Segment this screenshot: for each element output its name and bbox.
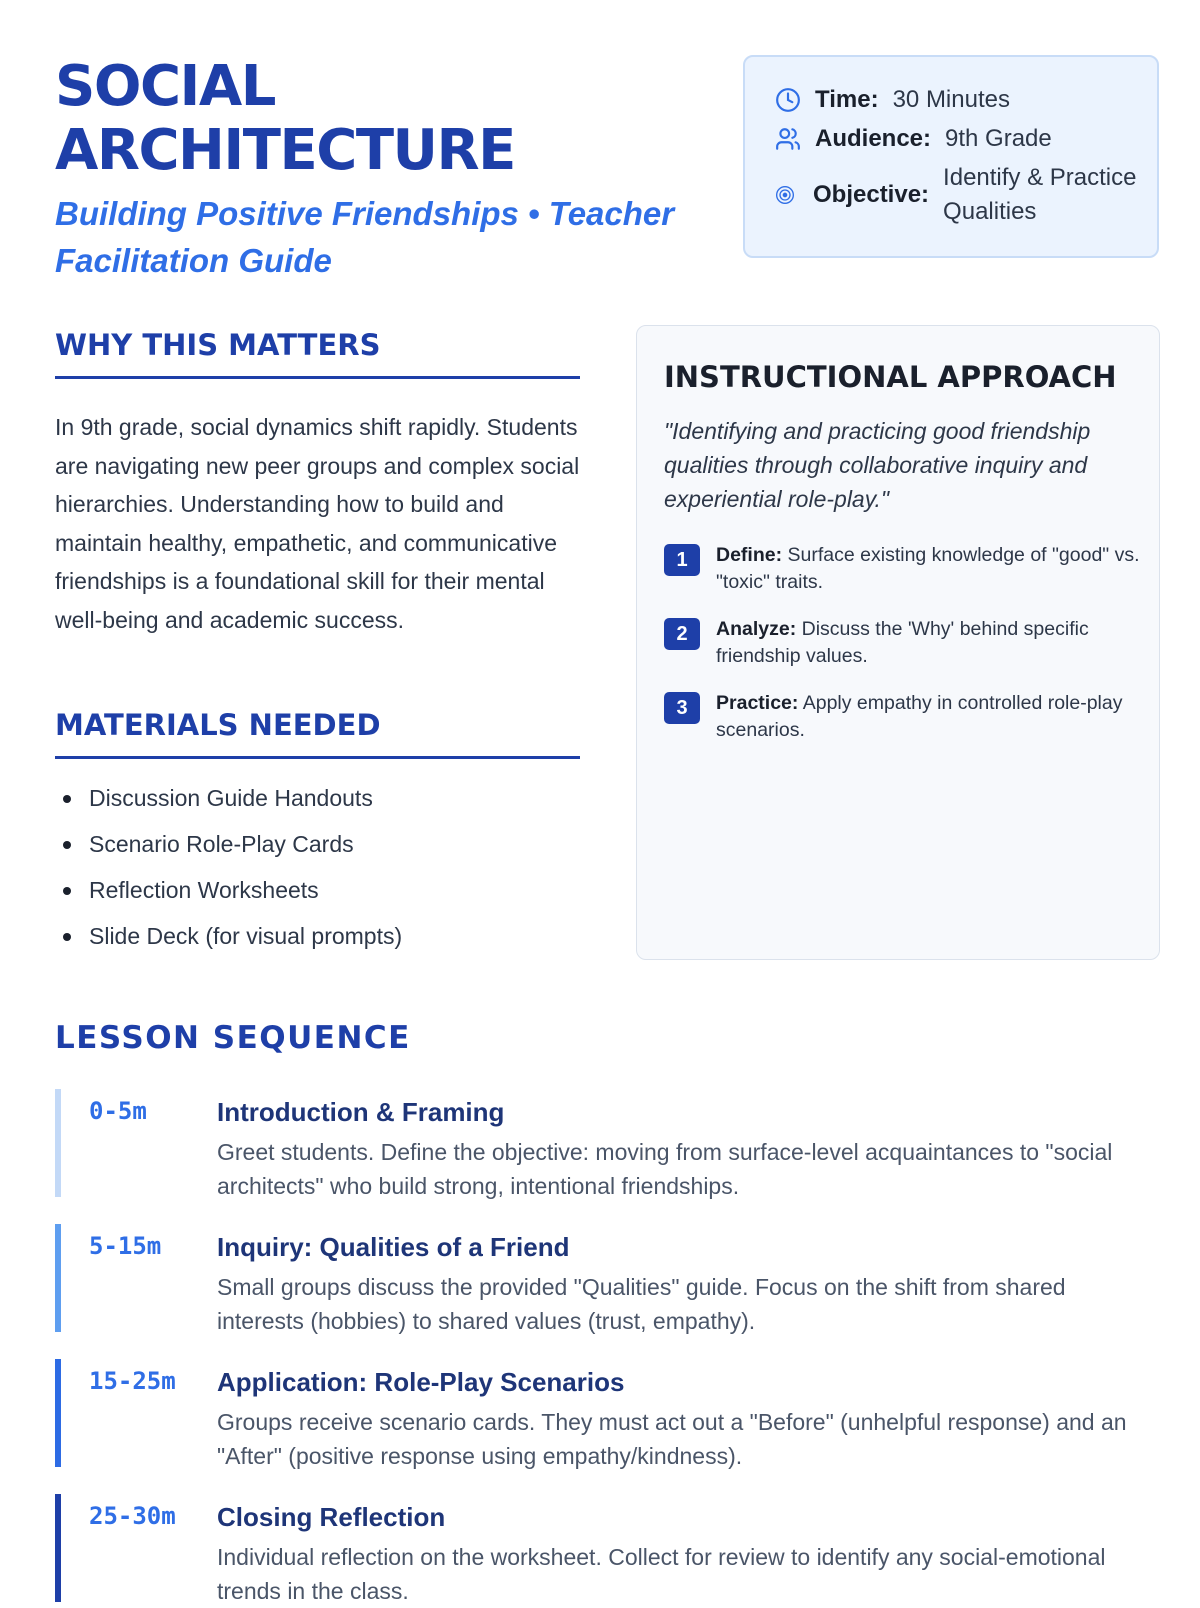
step-text — [716, 690, 1144, 744]
sequence-title: Application: Role-Play Scenarios — [217, 1367, 625, 1397]
step-label: Practice: — [716, 692, 799, 714]
lesson-meta-box — [743, 55, 1159, 258]
clock-icon — [775, 87, 801, 113]
sequence-time: 5-15m — [89, 1232, 162, 1260]
meta-audience-value: 9th Grade — [945, 125, 1052, 152]
why-matters-text: In 9th grade, social dynamics shift rapidly. Students are navigating new peer groups and complex social hierarchies. Understanding how to build and maintain healthy, empathetic, and communicative friendships is a foundational skill for their mental well-being and academic success. — [55, 414, 580, 633]
materials-heading: MATERIALS NEEDED — [55, 708, 580, 759]
sequence-item — [55, 1494, 1165, 1602]
step-label: Analyze: — [716, 618, 797, 640]
approach-heading: INSTRUCTIONAL APPROACH — [664, 360, 1117, 394]
list-item: Discussion Guide Handouts — [55, 784, 402, 830]
materials-list — [55, 784, 402, 968]
sequence-description: Greet students. Define the objective: moving from surface-level acquaintances to "social architects" who build strong, intentional friendships. — [217, 1139, 1113, 1199]
meta-time-row — [775, 83, 1010, 117]
meta-time-label: Time: — [815, 86, 879, 113]
sequence-description: Small groups discuss the provided "Qualities" guide. Focus on the shift from shared interests (hobbies) to shared values (trust, empathy). — [217, 1274, 1066, 1334]
users-icon — [775, 126, 801, 152]
meta-time-value: 30 Minutes — [892, 86, 1010, 113]
step-number-badge: 2 — [664, 618, 700, 650]
target-icon — [775, 185, 795, 205]
meta-audience-label: Audience: — [815, 125, 932, 152]
timeline-bar — [55, 1359, 61, 1467]
sequence-item — [55, 1089, 1165, 1197]
sequence-title: Closing Reflection — [217, 1502, 446, 1532]
step-label: Define: — [716, 544, 783, 566]
meta-objective-value: Identify & Practice Qualities — [943, 164, 1137, 225]
meta-objective-label: Objective: — [813, 181, 930, 208]
list-item: Scenario Role-Play Cards — [55, 830, 402, 876]
list-item: Reflection Worksheets — [55, 876, 402, 922]
step-description: Apply empathy in controlled role-play scenarios. — [716, 692, 1123, 741]
step-number-badge: 1 — [664, 544, 700, 576]
sequence-description: Individual reflection on the worksheet. Collect for review to identify any social-emotional trends in the class. — [217, 1544, 1106, 1604]
timeline-bar — [55, 1089, 61, 1197]
instructional-approach-box — [636, 325, 1160, 960]
step-description: Discuss the 'Why' behind specific friendship values. — [716, 618, 1089, 667]
sequence-time: 0-5m — [89, 1097, 147, 1125]
list-item: Slide Deck (for visual prompts) — [55, 922, 402, 968]
sequence-description: Groups receive scenario cards. They must act out a "Before" (unhelpful response) and an "After" (positive response using empathy/kindness). — [217, 1409, 1127, 1469]
step-number-badge: 3 — [664, 692, 700, 724]
sequence-item — [55, 1224, 1165, 1332]
approach-quote: "Identifying and practicing good friendship qualities through collaborative inquiry and experiential role-play." — [664, 418, 1091, 512]
step-text — [716, 616, 1144, 670]
sequence-time: 15-25m — [89, 1367, 176, 1395]
timeline-bar — [55, 1224, 61, 1332]
sequence-title: Inquiry: Qualities of a Friend — [217, 1232, 570, 1262]
page-title: SOCIAL ARCHITECTURE — [55, 54, 515, 183]
sequence-time: 25-30m — [89, 1502, 176, 1530]
timeline-bar — [55, 1494, 61, 1602]
meta-audience-row — [775, 122, 1052, 156]
step-text — [716, 542, 1144, 596]
sequence-item — [55, 1359, 1165, 1467]
meta-objective-row — [775, 161, 1143, 229]
sequence-title: Introduction & Framing — [217, 1097, 505, 1127]
page-subtitle: Building Positive Friendships • Teacher Facilitation Guide — [55, 195, 675, 279]
step-description: Surface existing knowledge of "good" vs. "toxic" traits. — [716, 544, 1140, 593]
why-matters-heading: WHY THIS MATTERS — [55, 328, 580, 379]
lesson-sequence-heading: LESSON SEQUENCE — [55, 1020, 411, 1056]
